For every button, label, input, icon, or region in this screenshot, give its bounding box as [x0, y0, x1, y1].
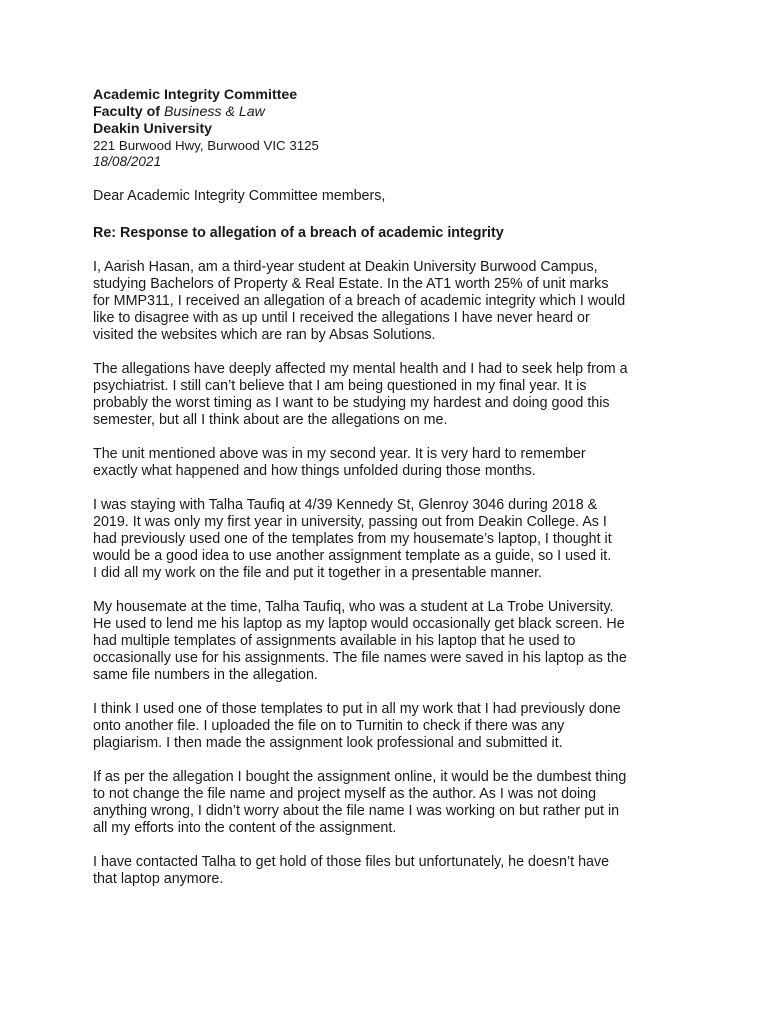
university-address: 221 Burwood Hwy, Burwood VIC 3125 [93, 138, 319, 153]
paragraph-line: onto another file. I uploaded the file on to Turnitin to check if there was any [93, 718, 565, 734]
paragraph-line: for MMP311, I received an allegation of a breach of academic integrity which I would [93, 293, 626, 309]
letter-paragraph [93, 599, 683, 684]
letter-paragraph [93, 769, 683, 837]
paragraph-line: If as per the allegation I bought the assignment online, it would be the dumbest thing [93, 769, 627, 785]
letter-body [93, 87, 683, 888]
paragraph-line: to not change the file name and project myself as the author. As I was not doing [93, 786, 597, 802]
committee-name: Academic Integrity Committee [93, 87, 298, 103]
paragraph-line: plagiarism. I then made the assignment look professional and submitted it. [93, 735, 563, 751]
paragraph-line: visited the websites which are ran by Absas Solutions. [93, 327, 436, 343]
letter-paragraphs [93, 259, 683, 888]
faculty-prefix: Faculty of [93, 104, 164, 120]
letter-date: 18/08/2021 [93, 154, 162, 169]
salutation: Dear Academic Integrity Committee members, [93, 188, 386, 204]
letter-paragraph [93, 259, 683, 344]
paragraph-line: I think I used one of those templates to put in all my work that I had previously done [93, 701, 621, 717]
university-name: Deakin University [93, 121, 213, 137]
paragraph-line: semester, but all I think about are the allegations on me. [93, 412, 448, 428]
paragraph-line: I have contacted Talha to get hold of those files but unfortunately, he doesn’t have [93, 854, 610, 870]
paragraph-line: I was staying with Talha Taufiq at 4/39 Kennedy St, Glenroy 3046 during 2018 & [93, 497, 598, 513]
paragraph-line: The unit mentioned above was in my second year. It is very hard to remember [93, 446, 586, 462]
paragraph-line: exactly what happened and how things unfolded during those months. [93, 463, 536, 479]
paragraph-line: psychiatrist. I still can’t believe that I am being questioned in my final year. It is [93, 378, 587, 394]
paragraph-line: that laptop anymore. [93, 871, 224, 887]
paragraph-line: My housemate at the time, Talha Taufiq, who was a student at La Trobe University. [93, 599, 614, 615]
paragraph-line: had multiple templates of assignments available in his laptop that he used to [93, 633, 576, 649]
paragraph-line: I, Aarish Hasan, am a third-year student at Deakin University Burwood Campus, [93, 259, 598, 275]
paragraph-line: anything wrong, I didn’t worry about the file name I was working on but rather put in [93, 803, 620, 819]
paragraph-line: I did all my work on the file and put it together in a presentable manner. [93, 565, 543, 581]
letter-paragraph [93, 701, 683, 752]
paragraph-line: The allegations have deeply affected my mental health and I had to seek help from a [93, 361, 628, 377]
letter-paragraph [93, 446, 683, 480]
paragraph-line: would be a good idea to use another assignment template as a guide, so I used it. [93, 548, 612, 564]
paragraph-line: all my efforts into the content of the assignment. [93, 820, 397, 836]
paragraph-line: had previously used one of the templates from my housemate’s laptop, I thought it [93, 531, 612, 547]
paragraph-line: like to disagree with as up until I received the allegations I have never heard or [93, 310, 590, 326]
faculty-line [93, 104, 683, 121]
letter-paragraph [93, 361, 683, 429]
paragraph-line: probably the worst timing as I want to be studying my hardest and doing good this [93, 395, 610, 411]
paragraph-line: occasionally use for his assignments. The file names were saved in his laptop as the [93, 650, 627, 666]
paragraph-line: same file numbers in the allegation. [93, 667, 318, 683]
recipient-header [93, 87, 683, 170]
faculty-name: Business & Law [163, 104, 265, 120]
letter-paragraph [93, 854, 683, 888]
letter-paragraph [93, 497, 683, 582]
paragraph-line: He used to lend me his laptop as my laptop would occasionally get black screen. He [93, 616, 625, 632]
paragraph-line: studying Bachelors of Property & Real Estate. In the AT1 worth 25% of unit marks [93, 276, 609, 292]
paragraph-line: 2019. It was only my first year in university, passing out from Deakin College. As I [93, 514, 607, 530]
subject-line: Re: Response to allegation of a breach of academic integrity [93, 225, 504, 241]
